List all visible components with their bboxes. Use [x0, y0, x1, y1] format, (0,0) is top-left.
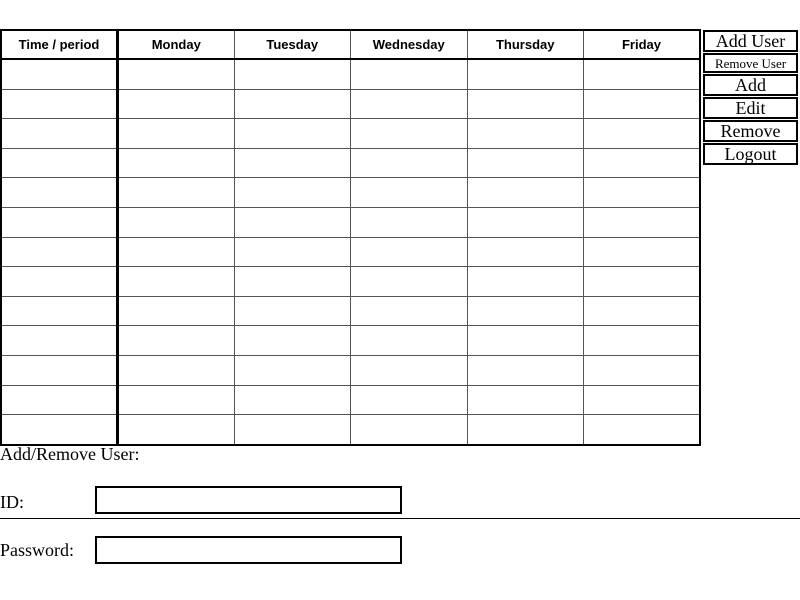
timetable-cell[interactable]	[234, 326, 351, 356]
timetable-cell[interactable]	[234, 59, 351, 89]
timetable-body	[1, 59, 700, 445]
timetable-cell[interactable]	[584, 178, 701, 208]
time-period-cell[interactable]	[1, 148, 118, 178]
timetable-cell[interactable]	[118, 89, 235, 119]
header-tuesday: Tuesday	[234, 30, 351, 59]
timetable-cell[interactable]	[118, 208, 235, 238]
logout-button[interactable]: Logout	[703, 143, 798, 165]
timetable-row	[1, 296, 700, 326]
time-period-cell[interactable]	[1, 356, 118, 386]
timetable-cell[interactable]	[351, 178, 468, 208]
timetable-cell[interactable]	[584, 89, 701, 119]
user-form-heading: Add/Remove User:	[0, 444, 140, 464]
timetable-cell[interactable]	[467, 178, 584, 208]
timetable-row	[1, 208, 700, 238]
timetable-cell[interactable]	[584, 356, 701, 386]
timetable-cell[interactable]	[584, 237, 701, 267]
time-period-cell[interactable]	[1, 119, 118, 149]
timetable-row	[1, 267, 700, 297]
side-button-panel	[703, 30, 798, 166]
password-label: Password:	[0, 540, 75, 560]
timetable-cell[interactable]	[234, 148, 351, 178]
timetable-cell[interactable]	[467, 415, 584, 445]
timetable-cell[interactable]	[351, 296, 468, 326]
timetable-row	[1, 356, 700, 386]
header-time-period: Time / period	[1, 30, 118, 59]
time-period-cell[interactable]	[1, 178, 118, 208]
timetable-row	[1, 326, 700, 356]
timetable-cell[interactable]	[467, 267, 584, 297]
timetable-row	[1, 59, 700, 89]
timetable-cell[interactable]	[234, 415, 351, 445]
time-period-cell[interactable]	[1, 208, 118, 238]
divider	[0, 518, 800, 519]
timetable-cell[interactable]	[351, 89, 468, 119]
time-period-cell[interactable]	[1, 237, 118, 267]
remove-user-button[interactable]: Remove User	[703, 53, 798, 73]
password-input[interactable]	[95, 536, 402, 564]
timetable-cell[interactable]	[234, 385, 351, 415]
timetable-cell[interactable]	[584, 119, 701, 149]
time-period-cell[interactable]	[1, 326, 118, 356]
timetable-cell[interactable]	[351, 356, 468, 386]
timetable-cell[interactable]	[118, 148, 235, 178]
timetable-cell[interactable]	[234, 267, 351, 297]
timetable-cell[interactable]	[118, 267, 235, 297]
timetable-cell[interactable]	[467, 208, 584, 238]
id-input[interactable]	[95, 486, 402, 514]
timetable-cell[interactable]	[234, 296, 351, 326]
timetable-cell[interactable]	[467, 326, 584, 356]
add-user-button[interactable]: Add User	[703, 30, 798, 52]
timetable-cell[interactable]	[118, 296, 235, 326]
timetable-cell[interactable]	[351, 148, 468, 178]
header-thursday: Thursday	[467, 30, 584, 59]
timetable-cell[interactable]	[467, 385, 584, 415]
timetable-cell[interactable]	[467, 237, 584, 267]
time-period-cell[interactable]	[1, 59, 118, 89]
timetable-cell[interactable]	[351, 267, 468, 297]
timetable-cell[interactable]	[234, 208, 351, 238]
timetable-row	[1, 415, 700, 445]
timetable-cell[interactable]	[467, 148, 584, 178]
timetable-row	[1, 237, 700, 267]
timetable-row	[1, 385, 700, 415]
timetable-cell[interactable]	[584, 296, 701, 326]
timetable-cell[interactable]	[467, 119, 584, 149]
timetable-cell[interactable]	[351, 59, 468, 89]
timetable-cell[interactable]	[351, 119, 468, 149]
timetable-cell[interactable]	[584, 148, 701, 178]
timetable-cell[interactable]	[584, 267, 701, 297]
timetable-cell[interactable]	[234, 89, 351, 119]
timetable-cell[interactable]	[118, 385, 235, 415]
time-period-cell[interactable]	[1, 267, 118, 297]
timetable-row	[1, 148, 700, 178]
timetable-cell[interactable]	[467, 356, 584, 386]
timetable-cell[interactable]	[118, 178, 235, 208]
timetable-cell[interactable]	[234, 119, 351, 149]
time-period-cell[interactable]	[1, 296, 118, 326]
timetable-cell[interactable]	[118, 237, 235, 267]
timetable-row	[1, 89, 700, 119]
timetable-cell[interactable]	[118, 415, 235, 445]
timetable-cell[interactable]	[351, 237, 468, 267]
timetable-header-row	[1, 30, 700, 59]
time-period-cell[interactable]	[1, 89, 118, 119]
header-wednesday: Wednesday	[351, 30, 468, 59]
add-button[interactable]: Add	[703, 74, 798, 96]
timetable-cell[interactable]	[234, 237, 351, 267]
header-friday: Friday	[584, 30, 701, 59]
timetable-cell[interactable]	[351, 385, 468, 415]
timetable-cell[interactable]	[584, 208, 701, 238]
timetable-cell[interactable]	[584, 415, 701, 445]
timetable-row	[1, 119, 700, 149]
timetable-cell[interactable]	[351, 326, 468, 356]
edit-button[interactable]: Edit	[703, 97, 798, 119]
id-label: ID:	[0, 492, 24, 512]
timetable-cell[interactable]	[351, 208, 468, 238]
timetable-cell[interactable]	[118, 59, 235, 89]
remove-button[interactable]: Remove	[703, 120, 798, 142]
timetable-cell[interactable]	[584, 326, 701, 356]
timetable-cell[interactable]	[234, 356, 351, 386]
header-monday: Monday	[118, 30, 235, 59]
timetable-cell[interactable]	[467, 89, 584, 119]
timetable	[0, 29, 701, 446]
timetable-cell[interactable]	[118, 356, 235, 386]
timetable-cell[interactable]	[118, 119, 235, 149]
timetable-cell[interactable]	[118, 326, 235, 356]
timetable-cell[interactable]	[351, 415, 468, 445]
timetable-cell[interactable]	[467, 296, 584, 326]
timetable-row	[1, 178, 700, 208]
timetable-cell[interactable]	[467, 59, 584, 89]
time-period-cell[interactable]	[1, 385, 118, 415]
timetable-cell[interactable]	[584, 385, 701, 415]
time-period-cell[interactable]	[1, 415, 118, 445]
timetable-cell[interactable]	[584, 59, 701, 89]
timetable-cell[interactable]	[234, 178, 351, 208]
